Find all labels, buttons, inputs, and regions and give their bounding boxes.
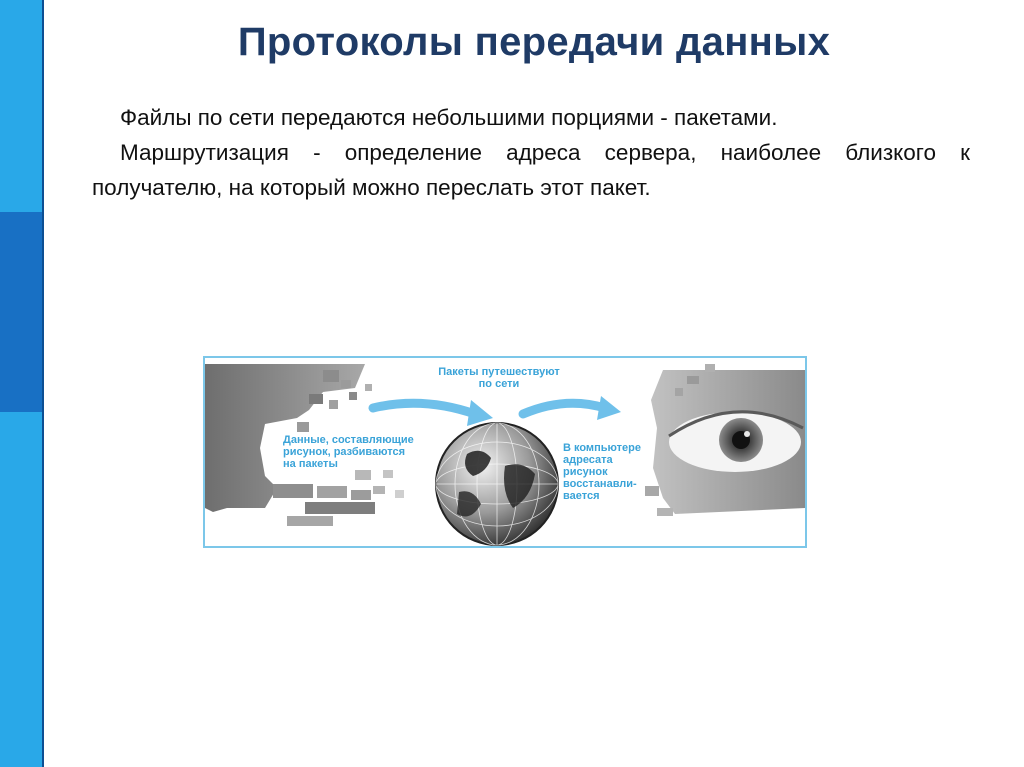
left-accent-bar xyxy=(0,0,42,767)
slide-title: Протоколы передачи данных xyxy=(237,20,831,64)
slide-body xyxy=(92,100,970,205)
paragraph-packets: Файлы по сети передаются небольшими порциями - пакетами. xyxy=(120,105,778,130)
packets-travel-line-1: Пакеты путешествуют xyxy=(438,366,560,378)
transfer-arrows xyxy=(373,396,621,426)
data-split-line-2: рисунок, разбиваются xyxy=(283,446,406,458)
data-split-line-1: Данные, составляющие xyxy=(283,434,414,446)
paragraph-routing: Маршрутизация - определение адреса сервера, наиболее близкого к получателю, на который можно переслать этот пакет. xyxy=(92,140,970,200)
picture-restored-line-4: восстанавли- xyxy=(563,478,637,490)
accent-bar-light-bottom xyxy=(0,412,42,767)
packet-transfer-illustration xyxy=(203,356,807,548)
packets-travel-label xyxy=(419,366,579,390)
data-split-line-3: на пакеты xyxy=(283,458,338,470)
right-picture-eye xyxy=(645,364,805,516)
picture-restored-line-2: адресата xyxy=(563,454,613,466)
accent-bar-edge xyxy=(42,0,44,767)
picture-restored-line-5: вается xyxy=(563,490,600,502)
globe-icon xyxy=(436,423,558,545)
accent-bar-dark-middle xyxy=(0,212,42,412)
data-split-label xyxy=(283,434,433,470)
picture-restored-line-3: рисунок xyxy=(563,466,608,478)
packets-travel-line-2: по сети xyxy=(478,378,520,390)
picture-restored-label xyxy=(563,442,659,502)
accent-bar-light-top xyxy=(0,0,42,212)
picture-restored-line-1: В компьютере xyxy=(563,442,641,454)
